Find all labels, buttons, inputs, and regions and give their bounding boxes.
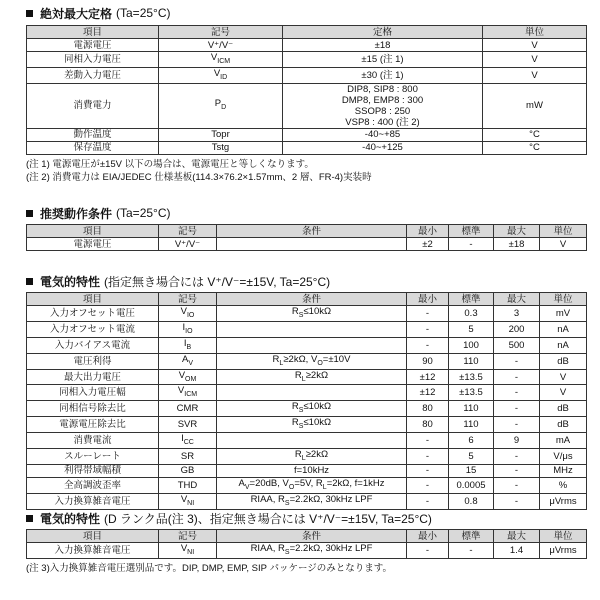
symbol-cell: $V_{IO}$	[159, 306, 217, 322]
symbol-cell: $I_{CC}$	[159, 433, 217, 449]
table-row	[27, 306, 587, 322]
typ-cell: 110	[449, 353, 494, 369]
recommended-title	[26, 205, 586, 221]
table-row	[27, 385, 587, 401]
min-cell: -	[407, 543, 449, 559]
unit-cell: mA	[540, 433, 587, 449]
rating-cell: -40~+125	[283, 141, 483, 154]
condition-cell	[217, 238, 407, 251]
condition-cell: $R_L\ge 2k\Omega$	[217, 369, 407, 385]
max-cell: -	[494, 477, 540, 493]
min-cell: -	[407, 337, 449, 353]
typ-cell: 5	[449, 449, 494, 465]
unit-cell: °C	[483, 128, 587, 141]
electrical-d-notes	[26, 562, 586, 575]
item-cell: 入力換算雑音電圧	[27, 493, 159, 509]
electrical-d-title-cond: (D ランク品(注 3)、指定無き場合には V⁺/V⁻=±15V, Ta=25°C)	[104, 511, 432, 526]
symbol-cell: $V_{OM}$	[159, 369, 217, 385]
condition-cell	[217, 433, 407, 449]
min-cell: -	[407, 433, 449, 449]
square-bullet-icon	[26, 210, 33, 217]
unit-cell: μVrms	[540, 493, 587, 509]
unit-cell: nA	[540, 321, 587, 337]
rating-cell: DIP8, SIP8 : 800 DMP8, EMP8 : 300 SSOP8 : 250 VSP8 : 400 (注 2)	[283, 83, 483, 128]
abs-max-section	[26, 5, 586, 184]
column-header: 記号	[159, 225, 217, 238]
typ-cell: 0.0005	[449, 477, 494, 493]
item-cell: 電源電圧除去比	[27, 417, 159, 433]
item-cell: 電源電圧	[27, 39, 159, 52]
symbol-cell: SVR	[159, 417, 217, 433]
rating-cell: ±30 (注 1)	[283, 67, 483, 83]
unit-cell: %	[540, 477, 587, 493]
table-row	[27, 337, 587, 353]
symbol-cell: $I_{IO}$	[159, 321, 217, 337]
min-cell: -	[407, 464, 449, 477]
table-row	[27, 83, 587, 128]
max-cell: -	[494, 449, 540, 465]
recommended-title-cond: (Ta=25°C)	[116, 206, 171, 220]
table-row	[27, 493, 587, 509]
min-cell: -	[407, 493, 449, 509]
max-cell: 3	[494, 306, 540, 322]
symbol-cell: CMR	[159, 401, 217, 417]
table-row	[27, 238, 587, 251]
typ-cell: 6	[449, 433, 494, 449]
symbol-cell: V⁺/V⁻	[159, 238, 217, 251]
abs-max-title	[26, 5, 586, 21]
typ-cell: -	[449, 543, 494, 559]
table-header-row	[27, 530, 587, 543]
rating-cell: -40~+85	[283, 128, 483, 141]
unit-cell: dB	[540, 401, 587, 417]
electrical-d-title-text: 電気的特性	[40, 511, 101, 526]
item-cell: 入力換算雑音電圧	[27, 543, 159, 559]
unit-cell: μVrms	[540, 543, 587, 559]
symbol-cell: $I_B$	[159, 337, 217, 353]
condition-cell: $R_L\ge 2k\Omega$	[217, 449, 407, 465]
table-row	[27, 417, 587, 433]
column-header: 標準	[449, 225, 494, 238]
column-header: 項目	[27, 26, 159, 39]
max-cell: ±18	[494, 238, 540, 251]
column-header: 条件	[217, 530, 407, 543]
column-header: 記号	[159, 530, 217, 543]
column-header: 最大	[494, 530, 540, 543]
item-cell: 入力オフセット電流	[27, 321, 159, 337]
unit-cell: V	[540, 238, 587, 251]
table-row	[27, 369, 587, 385]
max-cell: 200	[494, 321, 540, 337]
table-row	[27, 477, 587, 493]
square-bullet-icon	[26, 10, 33, 17]
typ-cell: -	[449, 238, 494, 251]
rating-cell: ±15 (注 1)	[283, 52, 483, 68]
item-cell: 差動入力電圧	[27, 67, 159, 83]
column-header: 標準	[449, 530, 494, 543]
table-header-row	[27, 225, 587, 238]
electrical-title	[26, 273, 586, 289]
square-bullet-icon	[26, 515, 33, 522]
column-header: 最小	[407, 530, 449, 543]
condition-cell: $R_L\ge 2k\Omega$, $V_O=\pm 10V$	[217, 353, 407, 369]
max-cell: -	[494, 385, 540, 401]
max-cell: -	[494, 464, 540, 477]
typ-cell: 5	[449, 321, 494, 337]
item-cell: 入力バイアス電流	[27, 337, 159, 353]
max-cell: 9	[494, 433, 540, 449]
min-cell: ±2	[407, 238, 449, 251]
max-cell: 1.4	[494, 543, 540, 559]
table-header-row	[27, 26, 587, 39]
unit-cell: V	[540, 385, 587, 401]
item-cell: 同相入力電圧	[27, 52, 159, 68]
electrical-table	[26, 292, 587, 510]
table-row	[27, 433, 587, 449]
symbol-cell: GB	[159, 464, 217, 477]
unit-cell: nA	[540, 337, 587, 353]
unit-cell: °C	[483, 141, 587, 154]
table-row	[27, 52, 587, 68]
condition-cell: $R_S\le 10k\Omega$	[217, 401, 407, 417]
typ-cell: 110	[449, 417, 494, 433]
item-cell: 消費電力	[27, 83, 159, 128]
table-row	[27, 141, 587, 154]
symbol-cell: V⁺/V⁻	[159, 39, 283, 52]
typ-cell: 110	[449, 401, 494, 417]
electrical-d-table	[26, 529, 587, 559]
min-cell: 90	[407, 353, 449, 369]
min-cell: -	[407, 321, 449, 337]
symbol-cell: Tstg	[159, 141, 283, 154]
max-cell: -	[494, 369, 540, 385]
min-cell: ±12	[407, 369, 449, 385]
min-cell: -	[407, 306, 449, 322]
item-cell: 保存温度	[27, 141, 159, 154]
typ-cell: ±13.5	[449, 385, 494, 401]
symbol-cell: $V_{NI}$	[159, 543, 217, 559]
item-cell: 消費電流	[27, 433, 159, 449]
unit-cell: V	[483, 39, 587, 52]
column-header: 最小	[407, 293, 449, 306]
min-cell: ±12	[407, 385, 449, 401]
max-cell: -	[494, 353, 540, 369]
typ-cell: 15	[449, 464, 494, 477]
abs-max-table	[26, 25, 587, 155]
symbol-cell: $V_{ID}$	[159, 67, 283, 83]
condition-cell	[217, 385, 407, 401]
note-3: (注 3)入力換算雑音電圧選別品です。DIP, DMP, EMP, SIP パッケージのみとなります。	[26, 562, 393, 574]
unit-cell: V	[483, 67, 587, 83]
item-cell: 利得帯域幅積	[27, 464, 159, 477]
unit-cell: V	[483, 52, 587, 68]
column-header: 単位	[483, 26, 587, 39]
column-header: 定格	[283, 26, 483, 39]
column-header: 条件	[217, 293, 407, 306]
column-header: 記号	[159, 293, 217, 306]
min-cell: -	[407, 477, 449, 493]
condition-cell: $R_S\le 10k\Omega$	[217, 417, 407, 433]
electrical-title-cond: (指定無き場合には V⁺/V⁻=±15V, Ta=25°C)	[104, 274, 331, 289]
unit-cell: MHz	[540, 464, 587, 477]
column-header: 単位	[540, 293, 587, 306]
condition-cell: RIAA, $R_S=2.2k\Omega$, 30kHz LPF	[217, 543, 407, 559]
unit-cell: V/μs	[540, 449, 587, 465]
unit-cell: dB	[540, 417, 587, 433]
symbol-cell: THD	[159, 477, 217, 493]
column-header: 最大	[494, 225, 540, 238]
condition-cell: f=10kHz	[217, 464, 407, 477]
electrical-d-section	[26, 510, 586, 575]
typ-cell: 0.3	[449, 306, 494, 322]
item-cell: 全高調波歪率	[27, 477, 159, 493]
item-cell: 同相入力電圧幅	[27, 385, 159, 401]
note-2: (注 2) 消費電力は EIA/JEDEC 仕様基板(114.3×76.2×1.57mm、2 層、FR-4)実装時	[26, 171, 372, 183]
min-cell: 80	[407, 401, 449, 417]
column-header: 項目	[27, 225, 159, 238]
symbol-cell: $P_D$	[159, 83, 283, 128]
item-cell: 入力オフセット電圧	[27, 306, 159, 322]
column-header: 項目	[27, 293, 159, 306]
column-header: 単位	[540, 225, 587, 238]
abs-max-notes	[26, 158, 586, 184]
column-header: 標準	[449, 293, 494, 306]
symbol-cell: SR	[159, 449, 217, 465]
table-row	[27, 128, 587, 141]
item-cell: 電圧利得	[27, 353, 159, 369]
item-cell: 動作温度	[27, 128, 159, 141]
note-1: (注 1) 電源電圧が±15V 以下の場合は、電源電圧と等しくなります。	[26, 158, 314, 170]
min-cell: 80	[407, 417, 449, 433]
unit-cell: dB	[540, 353, 587, 369]
item-cell: 電源電圧	[27, 238, 159, 251]
column-header: 最大	[494, 293, 540, 306]
item-cell: 最大出力電圧	[27, 369, 159, 385]
column-header: 条件	[217, 225, 407, 238]
item-cell: スルーレート	[27, 449, 159, 465]
symbol-cell: $V_{ICM}$	[159, 52, 283, 68]
column-header: 単位	[540, 530, 587, 543]
table-row	[27, 464, 587, 477]
column-header: 記号	[159, 26, 283, 39]
typ-cell: ±13.5	[449, 369, 494, 385]
symbol-cell: Topr	[159, 128, 283, 141]
max-cell: -	[494, 401, 540, 417]
typ-cell: 0.8	[449, 493, 494, 509]
unit-cell: mV	[540, 306, 587, 322]
unit-cell: mW	[483, 83, 587, 128]
table-row	[27, 353, 587, 369]
recommended-title-text: 推奨動作条件	[40, 206, 113, 221]
unit-cell: V	[540, 369, 587, 385]
symbol-cell: $V_{NI}$	[159, 493, 217, 509]
table-row	[27, 39, 587, 52]
abs-max-title-cond: (Ta=25°C)	[116, 6, 171, 20]
max-cell: -	[494, 417, 540, 433]
condition-cell: RIAA, $R_S=2.2k\Omega$, 30kHz LPF	[217, 493, 407, 509]
abs-max-title-text: 絶対最大定格	[40, 6, 113, 21]
square-bullet-icon	[26, 278, 33, 285]
column-header: 最小	[407, 225, 449, 238]
max-cell: 500	[494, 337, 540, 353]
item-cell: 同相信号除去比	[27, 401, 159, 417]
table-row	[27, 67, 587, 83]
typ-cell: 100	[449, 337, 494, 353]
column-header: 項目	[27, 530, 159, 543]
table-row	[27, 401, 587, 417]
rating-cell: ±18	[283, 39, 483, 52]
table-header-row	[27, 293, 587, 306]
condition-cell	[217, 337, 407, 353]
table-row	[27, 543, 587, 559]
symbol-cell: $V_{ICM}$	[159, 385, 217, 401]
condition-cell	[217, 321, 407, 337]
table-row	[27, 449, 587, 465]
recommended-table	[26, 224, 587, 251]
table-row	[27, 321, 587, 337]
electrical-title-text: 電気的特性	[40, 274, 101, 289]
min-cell: -	[407, 449, 449, 465]
condition-cell: $A_V=20dB$, $V_O=5V$, $R_L=2k\Omega$, f=1kHz	[217, 477, 407, 493]
recommended-section	[26, 205, 586, 251]
electrical-d-title	[26, 510, 586, 526]
electrical-section	[26, 273, 586, 510]
symbol-cell: $A_V$	[159, 353, 217, 369]
max-cell: -	[494, 493, 540, 509]
condition-cell: $R_S\le 10k\Omega$	[217, 306, 407, 322]
